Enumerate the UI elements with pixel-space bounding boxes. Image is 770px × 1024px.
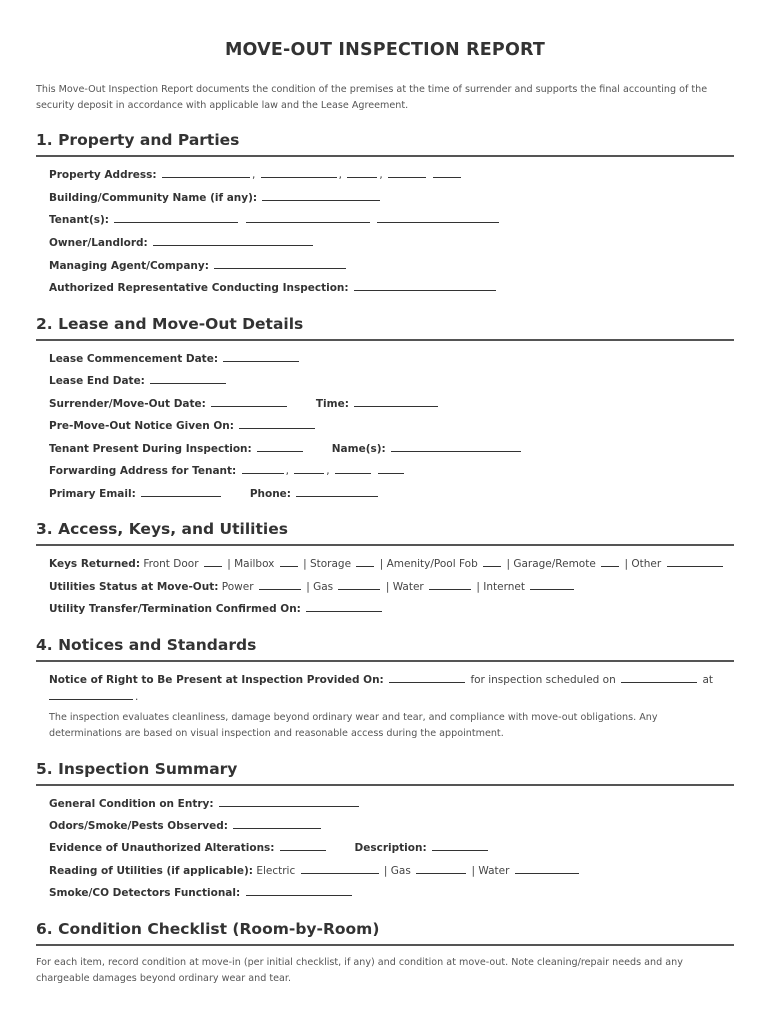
detectors-row bbox=[49, 885, 354, 899]
tenant-present-row bbox=[49, 441, 523, 455]
odors-field[interactable] bbox=[233, 818, 321, 829]
building-row bbox=[49, 190, 382, 204]
readings-gas-label: | Gas bbox=[383, 865, 411, 877]
surrender-row bbox=[49, 396, 440, 410]
building-field[interactable] bbox=[262, 190, 380, 201]
forwarding-label: Forwarding Address for Tenant: bbox=[49, 465, 237, 477]
notice-right-date-field[interactable] bbox=[389, 672, 465, 683]
surrender-label: Surrender/Move-Out Date: bbox=[49, 398, 206, 410]
detectors-field[interactable] bbox=[246, 885, 352, 896]
internet-label: | Internet bbox=[476, 581, 525, 593]
lease-end-row bbox=[49, 373, 228, 387]
notice-label: Pre-Move-Out Notice Given On: bbox=[49, 420, 234, 432]
section-2-heading: 2. Lease and Move-Out Details bbox=[36, 315, 734, 341]
agent-row bbox=[49, 258, 348, 272]
transfer-field[interactable] bbox=[306, 601, 382, 612]
names-field[interactable] bbox=[391, 441, 521, 452]
section-5-heading: 5. Inspection Summary bbox=[36, 760, 734, 786]
other-label: | Other bbox=[624, 558, 662, 570]
property-address-label: Property Address: bbox=[49, 169, 157, 181]
tenant-3-field[interactable] bbox=[377, 212, 499, 223]
notice-row bbox=[49, 418, 317, 432]
notice-period: . bbox=[135, 691, 139, 703]
email-field[interactable] bbox=[141, 486, 221, 497]
readings-water-field[interactable] bbox=[515, 863, 579, 874]
utilities-row bbox=[49, 579, 576, 593]
intro-paragraph: This Move-Out Inspection Report documents the condition of the premises at the time of surrender and supports the final accounting of the security deposit in accordance with applicable law and the Lease Agreement. bbox=[36, 84, 708, 111]
forwarding-city-field[interactable] bbox=[294, 463, 324, 474]
commencement-row bbox=[49, 351, 301, 365]
odors-label: Odors/Smoke/Pests Observed: bbox=[49, 820, 228, 832]
internet-field[interactable] bbox=[530, 579, 574, 590]
property-address-row: Property Address: , , , bbox=[49, 167, 463, 181]
forwarding-zip-field[interactable] bbox=[378, 463, 404, 474]
scheduled-date-field[interactable] bbox=[621, 672, 697, 683]
electric-label: Electric bbox=[256, 865, 296, 877]
tenant-present-field[interactable] bbox=[257, 441, 303, 452]
garage-label: | Garage/Remote bbox=[506, 558, 596, 570]
description-label: Description: bbox=[354, 842, 427, 854]
amenity-label: | Amenity/Pool Fob bbox=[379, 558, 478, 570]
forwarding-street-field[interactable] bbox=[242, 463, 284, 474]
gas-field[interactable] bbox=[338, 579, 380, 590]
forwarding-state-field[interactable] bbox=[335, 463, 371, 474]
front-door-label: Front Door bbox=[143, 558, 199, 570]
alterations-label: Evidence of Unauthorized Alterations: bbox=[49, 842, 275, 854]
notice-field[interactable] bbox=[239, 418, 315, 429]
mailbox-label: | Mailbox bbox=[227, 558, 275, 570]
keys-label: Keys Returned: bbox=[49, 558, 141, 570]
unit-field[interactable] bbox=[433, 167, 461, 178]
agent-field[interactable] bbox=[214, 258, 346, 269]
building-label: Building/Community Name (if any): bbox=[49, 192, 258, 204]
section-3-heading: 3. Access, Keys, and Utilities bbox=[36, 520, 734, 546]
lease-end-field[interactable] bbox=[150, 373, 226, 384]
state-field[interactable] bbox=[347, 167, 377, 178]
phone-field[interactable] bbox=[296, 486, 378, 497]
representative-row bbox=[49, 280, 498, 294]
section-6-heading: 6. Condition Checklist (Room-by-Room) bbox=[36, 920, 734, 946]
at-text: at bbox=[702, 674, 713, 686]
tenant-present-label: Tenant Present During Inspection: bbox=[49, 443, 252, 455]
electric-field[interactable] bbox=[301, 863, 379, 874]
description-field[interactable] bbox=[432, 840, 488, 851]
lease-end-label: Lease End Date: bbox=[49, 375, 145, 387]
mailbox-field[interactable] bbox=[280, 556, 298, 567]
detectors-label: Smoke/CO Detectors Functional: bbox=[49, 887, 241, 899]
section-1-heading: 1. Property and Parties bbox=[36, 131, 734, 157]
garage-field[interactable] bbox=[601, 556, 619, 567]
time-field[interactable] bbox=[354, 396, 438, 407]
general-condition-field[interactable] bbox=[219, 796, 359, 807]
notice-time-row bbox=[49, 689, 138, 703]
owner-label: Owner/Landlord: bbox=[49, 237, 148, 249]
general-condition-label: General Condition on Entry: bbox=[49, 798, 214, 810]
gas-label: | Gas bbox=[306, 581, 334, 593]
email-label: Primary Email: bbox=[49, 488, 136, 500]
keys-row bbox=[49, 556, 725, 570]
commencement-label: Lease Commencement Date: bbox=[49, 353, 219, 365]
power-field[interactable] bbox=[259, 579, 301, 590]
document-title: MOVE-OUT INSPECTION REPORT bbox=[224, 40, 546, 60]
power-label: Power bbox=[221, 581, 254, 593]
owner-field[interactable] bbox=[153, 235, 313, 246]
notice-right-label: Notice of Right to Be Present at Inspection Provided On: bbox=[49, 674, 384, 686]
city-field[interactable] bbox=[261, 167, 337, 178]
front-door-field[interactable] bbox=[204, 556, 222, 567]
transfer-label: Utility Transfer/Termination Confirmed On: bbox=[49, 603, 301, 615]
standards-paragraph: The inspection evaluates cleanliness, damage beyond ordinary wear and tear, and compliance with move-out obligations. Any determinations are based on visual inspection and reasonable access during the appointment. bbox=[49, 712, 658, 739]
odors-row bbox=[49, 818, 323, 832]
alterations-field[interactable] bbox=[280, 840, 326, 851]
forwarding-row: Forwarding Address for Tenant: , , bbox=[49, 463, 406, 477]
representative-field[interactable] bbox=[354, 280, 496, 291]
alterations-row bbox=[49, 840, 490, 854]
general-condition-row bbox=[49, 796, 361, 810]
phone-label: Phone: bbox=[249, 488, 291, 500]
owner-row bbox=[49, 235, 315, 249]
contact-row bbox=[49, 486, 380, 500]
scheduled-time-field[interactable] bbox=[49, 689, 133, 700]
zip-field[interactable] bbox=[388, 167, 426, 178]
scheduled-text: for inspection scheduled on bbox=[470, 674, 616, 686]
tenants-row bbox=[49, 212, 501, 226]
commencement-field[interactable] bbox=[223, 351, 299, 362]
agent-label: Managing Agent/Company: bbox=[49, 260, 209, 272]
surrender-field[interactable] bbox=[211, 396, 287, 407]
representative-label: Authorized Representative Conducting Inspection: bbox=[49, 282, 349, 294]
storage-field[interactable] bbox=[356, 556, 374, 567]
utilities-label: Utilities Status at Move-Out: bbox=[49, 581, 219, 593]
notice-right-row bbox=[49, 672, 713, 686]
amenity-field[interactable] bbox=[483, 556, 501, 567]
tenant-1-field[interactable] bbox=[114, 212, 238, 223]
other-field[interactable] bbox=[667, 556, 723, 567]
street-field[interactable] bbox=[162, 167, 250, 178]
readings-label: Reading of Utilities (if applicable): bbox=[49, 865, 253, 877]
storage-label: | Storage bbox=[303, 558, 352, 570]
water-label: | Water bbox=[385, 581, 424, 593]
time-label: Time: bbox=[315, 398, 349, 410]
tenant-2-field[interactable] bbox=[246, 212, 370, 223]
transfer-row bbox=[49, 601, 384, 615]
tenants-label: Tenant(s): bbox=[49, 214, 109, 226]
water-field[interactable] bbox=[429, 579, 471, 590]
readings-row bbox=[49, 863, 581, 877]
names-label: Name(s): bbox=[331, 443, 386, 455]
section-4-heading: 4. Notices and Standards bbox=[36, 636, 734, 662]
readings-gas-field[interactable] bbox=[416, 863, 466, 874]
readings-water-label: | Water bbox=[471, 865, 510, 877]
checklist-paragraph: For each item, record condition at move-in (per initial checklist, if any) and condition at move-out. Note cleaning/repair needs and any chargeable damages beyond ordinary wear and tear. bbox=[36, 957, 683, 984]
